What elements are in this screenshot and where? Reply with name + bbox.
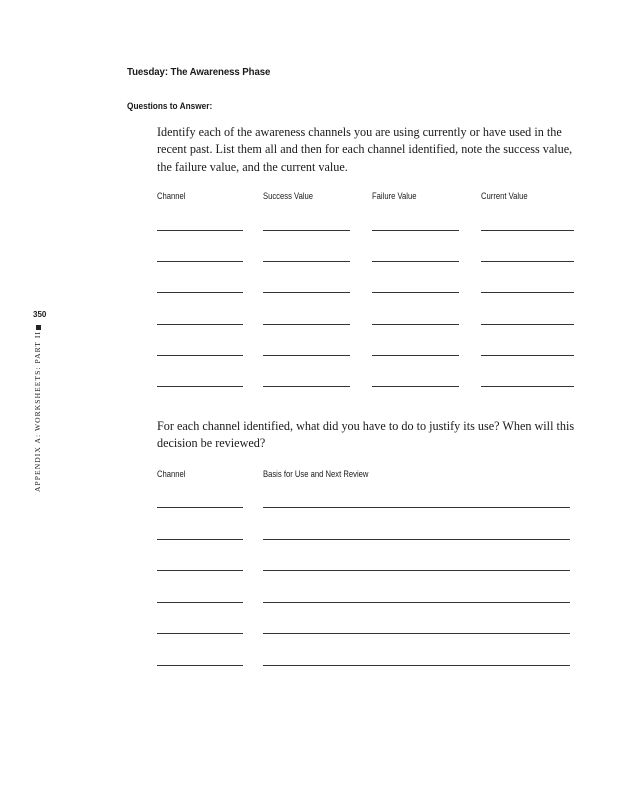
q1-blank-line[interactable] [481, 230, 574, 231]
q2-blank-line[interactable] [263, 539, 570, 540]
q2-blank-line[interactable] [157, 633, 243, 634]
running-head: APPENDIX A: WORKSHEETS: PART II [33, 330, 42, 492]
q1-blank-line[interactable] [481, 292, 574, 293]
q2-blank-line[interactable] [157, 570, 243, 571]
q1-blank-line[interactable] [372, 324, 459, 325]
q1-blank-line[interactable] [372, 386, 459, 387]
q1-blank-line[interactable] [372, 230, 459, 231]
q2-blank-line[interactable] [263, 507, 570, 508]
q2-blank-line[interactable] [263, 570, 570, 571]
q1-blank-line[interactable] [372, 261, 459, 262]
q2-blank-line[interactable] [157, 507, 243, 508]
page-number: 350 [33, 310, 47, 319]
q1-col-current-value: Current Value [481, 191, 528, 201]
q1-blank-line[interactable] [481, 386, 574, 387]
q1-col-success-value: Success Value [263, 191, 314, 201]
subsection-title: Questions to Answer: [127, 101, 213, 111]
q1-blank-line[interactable] [481, 324, 574, 325]
q1-blank-line[interactable] [157, 230, 243, 231]
q2-blank-line[interactable] [157, 665, 243, 666]
q1-blank-line[interactable] [263, 261, 350, 262]
q1-blank-line[interactable] [372, 292, 459, 293]
q2-col-basis: Basis for Use and Next Review [263, 469, 369, 479]
q1-blank-line[interactable] [263, 230, 350, 231]
folio-square-icon [36, 325, 41, 330]
q1-blank-line[interactable] [157, 324, 243, 325]
q2-blank-line[interactable] [157, 602, 243, 603]
question-2-text: For each channel identified, what did you have to do to justify its use? When will this decision be reviewed? [157, 419, 575, 451]
question-1-text: Identify each of the awareness channels you are using currently or have used in the recent past. List them all and then for each channel identified, note the success value, the failure value, and the current value. [157, 125, 573, 174]
q2-blank-line[interactable] [263, 665, 570, 666]
q1-blank-line[interactable] [481, 355, 574, 356]
q1-blank-line[interactable] [157, 386, 243, 387]
q1-blank-line[interactable] [372, 355, 459, 356]
q1-blank-line[interactable] [263, 292, 350, 293]
q1-blank-line[interactable] [263, 355, 350, 356]
q1-blank-line[interactable] [157, 261, 243, 262]
q1-blank-line[interactable] [157, 355, 243, 356]
q1-col-channel: Channel [157, 191, 186, 201]
q2-blank-line[interactable] [263, 602, 570, 603]
q1-col-failure-value: Failure Value [372, 191, 417, 201]
q1-blank-line[interactable] [263, 386, 350, 387]
q2-blank-line[interactable] [263, 633, 570, 634]
section-title: Tuesday: The Awareness Phase [127, 66, 271, 78]
q1-blank-line[interactable] [263, 324, 350, 325]
q2-blank-line[interactable] [157, 539, 243, 540]
q2-col-channel: Channel [157, 469, 186, 479]
q1-blank-line[interactable] [157, 292, 243, 293]
q1-blank-line[interactable] [481, 261, 574, 262]
